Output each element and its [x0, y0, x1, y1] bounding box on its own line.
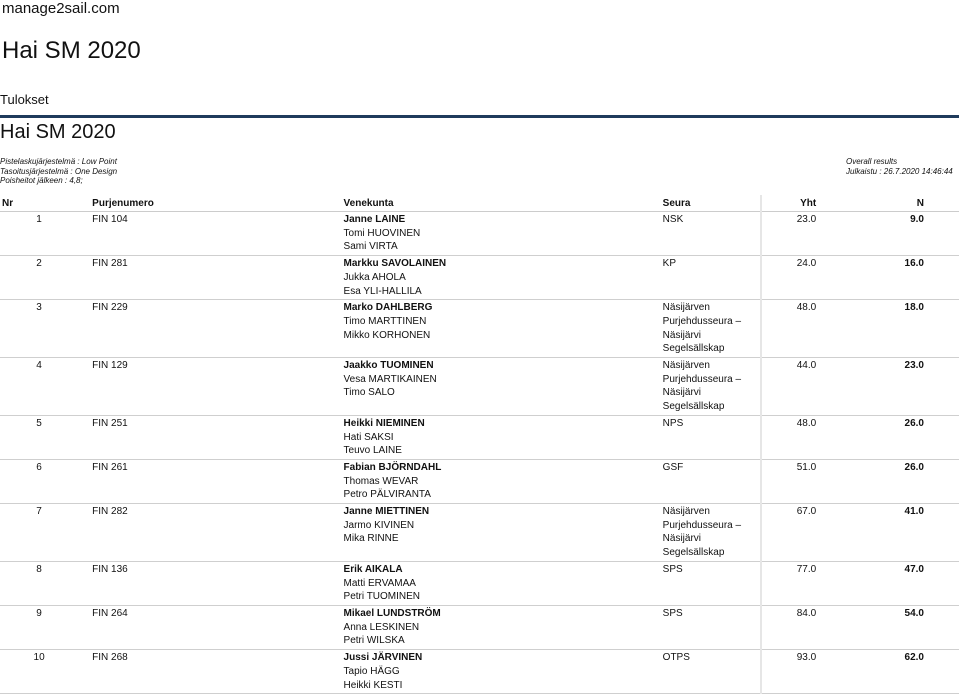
crew-member-name: Esa YLI-HALLILA [343, 285, 422, 297]
table-row [0, 504, 959, 562]
cell-net: 18.0 [826, 300, 959, 358]
cell-total: 67.0 [761, 504, 826, 562]
cell-nr: 5 [0, 415, 78, 459]
club-name-line: Purjehdusseura – [662, 519, 742, 531]
cell-sail-number: FIN 104 [78, 212, 331, 256]
cell-total: 93.0 [761, 650, 826, 694]
cell-sail-number: FIN 261 [78, 459, 331, 503]
cell-nr: 8 [0, 561, 78, 605]
cell-crew [332, 459, 649, 503]
cell-crew [332, 358, 649, 416]
published-date: Julkaistu : 26.7.2020 14:46:44 [846, 166, 953, 176]
table-header [0, 195, 959, 212]
crew-member-name: Petri WILSKA [343, 635, 405, 647]
skipper-name: Marko DAHLBERG [343, 302, 433, 314]
cell-club [649, 256, 761, 300]
crew-member-name: Mika RINNE [343, 533, 399, 545]
col-header-yht: Yht [761, 195, 826, 212]
skipper-name: Jaakko TUOMINEN [343, 360, 434, 372]
cell-net: 23.0 [826, 358, 959, 416]
cell-nr: 1 [0, 212, 78, 256]
crew-member-name: Teuvo LAINE [343, 445, 402, 457]
page-title: Hai SM 2020 [2, 37, 141, 64]
cell-total: 44.0 [761, 358, 826, 416]
skipper-name: Heikki NIEMINEN [343, 417, 425, 429]
crew-member-name: Timo SALO [343, 387, 395, 399]
club-name-line: KP [662, 258, 677, 270]
skipper-name: Mikael LUNDSTRÖM [343, 607, 441, 619]
table-row [0, 650, 959, 694]
crew-member-name: Vesa MARTIKAINEN [343, 373, 437, 385]
site-name: manage2sail.com [2, 0, 120, 17]
discards-info: Poisheitot jälkeen : 4,8; [0, 176, 83, 185]
col-header-purjenumero: Purjenumero [78, 195, 331, 212]
crew-member-name: Thomas WEVAR [343, 475, 419, 487]
skipper-name: Fabian BJÖRNDAHL [343, 461, 442, 473]
cell-net: 62.0 [826, 650, 959, 694]
skipper-name: Janne MIETTINEN [343, 506, 430, 518]
cell-nr: 4 [0, 358, 78, 416]
cell-total: 77.0 [761, 561, 826, 605]
club-name-line: OTPS [662, 652, 690, 664]
club-name-line: Purjehdusseura – [662, 373, 742, 385]
skipper-name: Jussi JÄRVINEN [343, 652, 423, 664]
cell-sail-number: FIN 229 [78, 300, 331, 358]
crew-member-name: Anna LESKINEN [343, 621, 420, 633]
cell-crew [332, 415, 649, 459]
col-header-venekunta: Venekunta [332, 195, 649, 212]
club-name-line: NPS [662, 417, 684, 429]
cell-net: 41.0 [826, 504, 959, 562]
cell-club [649, 300, 761, 358]
skipper-name: Janne LAINE [343, 214, 406, 225]
cell-club [649, 459, 761, 503]
crew-member-name: Jukka AHOLA [343, 271, 406, 283]
cell-total: 51.0 [761, 459, 826, 503]
club-name-line: Näsijärven [662, 302, 710, 314]
cell-net: 26.0 [826, 459, 959, 503]
table-row [0, 415, 959, 459]
cell-nr: 10 [0, 650, 78, 694]
cell-net: 26.0 [826, 415, 959, 459]
skipper-name: Erik AIKALA [343, 563, 403, 575]
cell-sail-number: FIN 281 [78, 256, 331, 300]
crew-member-name: Petro PÄLVIRANTA [343, 489, 431, 501]
cell-total: 48.0 [761, 300, 826, 358]
skipper-name: Markku SAVOLAINEN [343, 258, 447, 270]
cell-sail-number: FIN 268 [78, 650, 331, 694]
col-header-seura: Seura [649, 195, 761, 212]
crew-member-name: Tomi HUOVINEN [343, 227, 421, 239]
cell-crew [332, 561, 649, 605]
club-name-line: Segelsällskap [662, 343, 725, 355]
event-title: Hai SM 2020 [0, 121, 116, 143]
table-row [0, 256, 959, 300]
crew-member-name: Sami VIRTA [343, 241, 398, 253]
cell-crew [332, 256, 649, 300]
handicap-system: Tasoitusjärjestelmä : One Design [0, 166, 118, 176]
cell-nr: 7 [0, 504, 78, 562]
cell-sail-number: FIN 264 [78, 605, 331, 649]
club-name-line: SPS [662, 563, 683, 575]
scoring-info [0, 157, 117, 186]
crew-member-name: Mikko KORHONEN [343, 329, 431, 341]
cell-sail-number: FIN 251 [78, 415, 331, 459]
cell-total: 24.0 [761, 256, 826, 300]
crew-member-name: Timo MARTTINEN [343, 315, 427, 327]
cell-sail-number: FIN 136 [78, 561, 331, 605]
club-name-line: GSF [662, 461, 684, 473]
results-type: Overall results [846, 157, 898, 166]
col-header-nr: Nr [0, 195, 78, 212]
club-name-line: Näsijärven [662, 506, 710, 518]
club-name-line: Näsijärven [662, 360, 710, 372]
cell-club [649, 504, 761, 562]
cell-crew [332, 605, 649, 649]
cell-crew [332, 300, 649, 358]
cell-net: 47.0 [826, 561, 959, 605]
cell-net: 54.0 [826, 605, 959, 649]
club-name-line: Segelsällskap [662, 547, 725, 559]
cell-sail-number: FIN 129 [78, 358, 331, 416]
table-row [0, 459, 959, 503]
cell-club [649, 561, 761, 605]
club-name-line: Näsijärvi [662, 329, 702, 341]
table-row [0, 212, 959, 256]
cell-nr: 2 [0, 256, 78, 300]
table-row [0, 605, 959, 649]
cell-crew [332, 504, 649, 562]
page-subtitle: Tulokset [0, 92, 49, 107]
header-divider [0, 115, 959, 118]
cell-club [649, 650, 761, 694]
cell-total: 23.0 [761, 212, 826, 256]
club-name-line: SPS [662, 607, 683, 619]
results-table [0, 195, 959, 694]
crew-member-name: Tapio HÄGG [343, 665, 400, 677]
crew-member-name: Jarmo KIVINEN [343, 519, 415, 531]
cell-club [649, 358, 761, 416]
cell-nr: 9 [0, 605, 78, 649]
cell-club [649, 605, 761, 649]
club-name-line: Näsijärvi [662, 387, 702, 399]
results-info [846, 157, 959, 176]
cell-nr: 6 [0, 459, 78, 503]
cell-crew [332, 650, 649, 694]
club-name-line: NSK [662, 214, 684, 225]
club-name-line: Segelsällskap [662, 401, 725, 413]
cell-total: 48.0 [761, 415, 826, 459]
col-header-n: N [826, 195, 959, 212]
cell-crew [332, 212, 649, 256]
cell-club [649, 415, 761, 459]
cell-nr: 3 [0, 300, 78, 358]
table-row [0, 561, 959, 605]
club-name-line: Näsijärvi [662, 533, 702, 545]
cell-club [649, 212, 761, 256]
crew-member-name: Heikki KESTI [343, 679, 403, 691]
crew-member-name: Hati SAKSI [343, 431, 394, 443]
table-row [0, 358, 959, 416]
crew-member-name: Petri TUOMINEN [343, 591, 421, 603]
cell-total: 84.0 [761, 605, 826, 649]
crew-member-name: Matti ERVAMAA [343, 577, 416, 589]
scoring-system: Pistelaskujärjestelmä : Low Point [0, 157, 117, 166]
table-row [0, 300, 959, 358]
cell-net: 16.0 [826, 256, 959, 300]
cell-net: 9.0 [826, 212, 959, 256]
cell-sail-number: FIN 282 [78, 504, 331, 562]
club-name-line: Purjehdusseura – [662, 315, 742, 327]
